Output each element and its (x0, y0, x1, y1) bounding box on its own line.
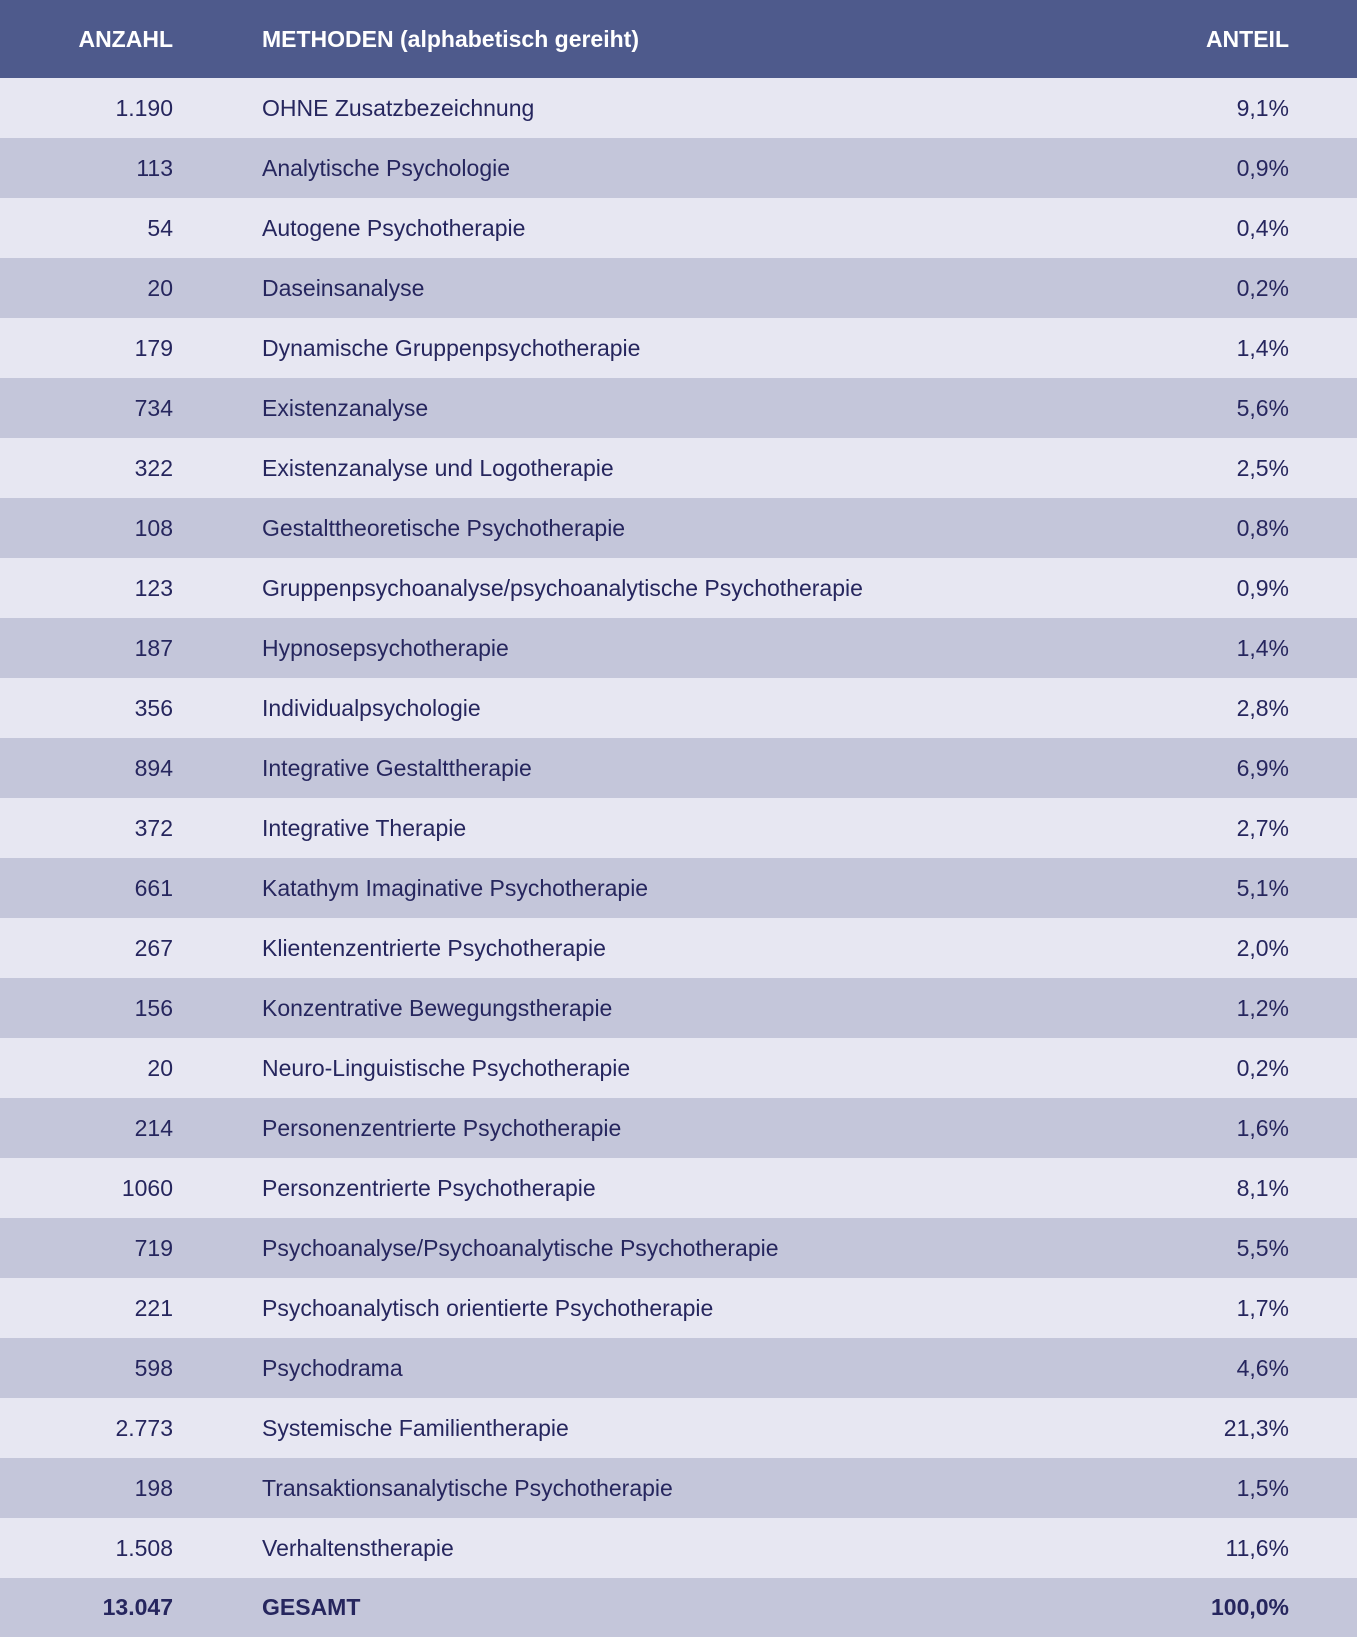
row-share: 5,1% (1236, 874, 1289, 901)
table-row (0, 1398, 1357, 1458)
table-row (0, 498, 1357, 558)
row-method: Transaktionsanalytische Psychotherapie (262, 1474, 673, 1501)
total-label: GESAMT (262, 1594, 361, 1620)
table-row (0, 918, 1357, 978)
row-share: 1,2% (1236, 994, 1289, 1021)
row-count: 179 (134, 334, 173, 361)
row-share: 2,7% (1236, 814, 1289, 841)
table-row (0, 78, 1357, 138)
row-method: Systemische Familientherapie (262, 1414, 569, 1441)
row-method: Personzentrierte Psychotherapie (262, 1174, 596, 1201)
row-count: 156 (134, 994, 173, 1021)
table-row (0, 1458, 1357, 1518)
table-row (0, 618, 1357, 678)
table-row (0, 1278, 1357, 1338)
row-method: Gruppenpsychoanalyse/psychoanalytische Psychotherapie (262, 574, 863, 601)
row-count: 113 (136, 154, 173, 181)
table-row (0, 258, 1357, 318)
row-count: 54 (147, 214, 173, 241)
row-share: 2,8% (1236, 694, 1289, 721)
row-count: 267 (134, 934, 173, 961)
row-share: 1,4% (1236, 634, 1289, 661)
table-row (0, 738, 1357, 798)
total-count: 13.047 (102, 1594, 173, 1620)
table-row (0, 678, 1357, 738)
row-count: 108 (134, 514, 173, 541)
row-count: 2.773 (115, 1414, 173, 1441)
row-count: 214 (134, 1114, 173, 1141)
row-share: 5,5% (1236, 1234, 1289, 1261)
row-count: 894 (134, 754, 173, 781)
row-share: 9,1% (1236, 94, 1289, 121)
row-method: Dynamische Gruppenpsychotherapie (262, 334, 641, 361)
table-header (0, 0, 1357, 78)
table-row (0, 798, 1357, 858)
row-share: 2,5% (1236, 454, 1289, 481)
table-total-row (0, 1578, 1357, 1637)
row-method: Autogene Psychotherapie (262, 214, 526, 241)
row-share: 6,9% (1236, 754, 1289, 781)
row-count: 1060 (121, 1174, 173, 1201)
row-method: Analytische Psychologie (262, 154, 511, 181)
row-method: Verhaltenstherapie (262, 1534, 454, 1561)
row-share: 8,1% (1236, 1174, 1289, 1201)
table-row (0, 1338, 1357, 1398)
table-row (0, 198, 1357, 258)
row-share: 0,8% (1236, 514, 1289, 541)
row-method: Konzentrative Bewegungstherapie (262, 994, 613, 1021)
row-count: 719 (134, 1234, 173, 1261)
table-row (0, 318, 1357, 378)
row-share: 0,4% (1236, 214, 1289, 241)
table-row (0, 558, 1357, 618)
row-count: 322 (134, 454, 173, 481)
table-row (0, 1098, 1357, 1158)
row-method: Hypnosepsychotherapie (262, 634, 509, 661)
row-count: 734 (134, 394, 173, 421)
row-method: Integrative Gestalttherapie (262, 754, 532, 781)
row-method: Psychoanalyse/Psychoanalytische Psychotherapie (262, 1234, 779, 1261)
table-row (0, 1518, 1357, 1578)
table-row (0, 1218, 1357, 1278)
row-method: OHNE Zusatzbezeichnung (262, 94, 535, 121)
row-share: 4,6% (1236, 1354, 1289, 1381)
row-method: Neuro-Linguistische Psychotherapie (262, 1054, 631, 1081)
table-row (0, 858, 1357, 918)
row-share: 21,3% (1223, 1414, 1289, 1441)
row-count: 372 (134, 814, 173, 841)
column-header-share: ANTEIL (1205, 25, 1289, 52)
table-row (0, 978, 1357, 1038)
row-count: 1.190 (115, 94, 173, 121)
row-share: 1,4% (1236, 334, 1289, 361)
table-row (0, 138, 1357, 198)
row-share: 0,9% (1236, 154, 1289, 181)
row-method: Klientenzentrierte Psychotherapie (262, 934, 606, 961)
row-count: 221 (134, 1294, 173, 1321)
row-method: Gestalttheoretische Psychotherapie (262, 514, 626, 541)
table-row (0, 1158, 1357, 1218)
row-method: Daseinsanalyse (262, 274, 425, 301)
row-count: 1.508 (115, 1534, 173, 1561)
row-count: 20 (147, 274, 173, 301)
row-share: 0,2% (1236, 1054, 1289, 1081)
row-count: 356 (134, 694, 173, 721)
total-share: 100,0% (1210, 1594, 1289, 1620)
column-header-count: ANZAHL (78, 25, 173, 52)
row-count: 123 (134, 574, 173, 601)
row-count: 198 (134, 1474, 173, 1501)
table-row (0, 378, 1357, 438)
table-row (0, 438, 1357, 498)
row-share: 5,6% (1236, 394, 1289, 421)
row-share: 0,2% (1236, 274, 1289, 301)
row-count: 20 (147, 1054, 173, 1081)
row-count: 598 (134, 1354, 173, 1381)
row-method: Existenzanalyse (262, 394, 429, 421)
row-method: Psychodrama (262, 1354, 403, 1381)
row-share: 1,5% (1236, 1474, 1289, 1501)
row-count: 661 (134, 874, 173, 901)
table-body (0, 78, 1357, 1578)
row-share: 0,9% (1236, 574, 1289, 601)
row-method: Personenzentrierte Psychotherapie (262, 1114, 622, 1141)
row-method: Existenzanalyse und Logotherapie (262, 454, 614, 481)
row-share: 1,7% (1236, 1294, 1289, 1321)
row-share: 1,6% (1236, 1114, 1289, 1141)
row-count: 187 (134, 634, 173, 661)
row-method: Individualpsychologie (262, 694, 481, 721)
column-header-method: METHODEN (alphabetisch gereiht) (262, 25, 639, 52)
table-row (0, 1038, 1357, 1098)
row-method: Psychoanalytisch orientierte Psychotherapie (262, 1294, 714, 1321)
row-share: 11,6% (1225, 1534, 1289, 1561)
row-method: Katathym Imaginative Psychotherapie (262, 874, 649, 901)
row-method: Integrative Therapie (262, 814, 467, 841)
row-share: 2,0% (1236, 934, 1289, 961)
